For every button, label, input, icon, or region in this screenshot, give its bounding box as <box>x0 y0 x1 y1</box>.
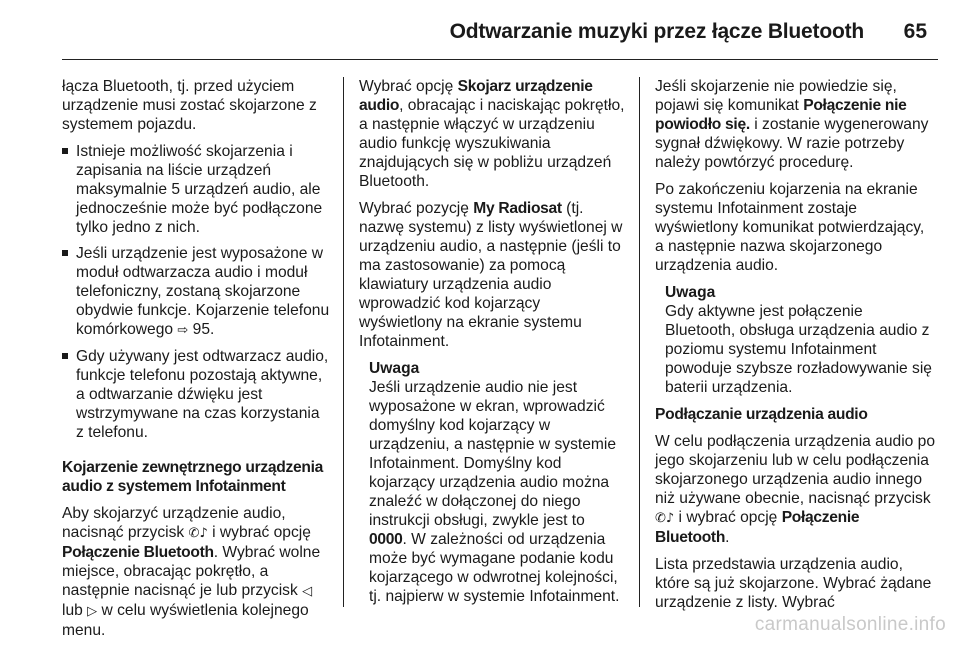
body-paragraph: Po zakończeniu kojarzenia na ekranie systemu Infotainment zostaje wyświetlony komunikat potwierdzający, a następnie nazwa skojarzonego urządzenia audio. <box>655 181 925 274</box>
body-paragraph: Aby skojarzyć urządzenie audio, nacisnąć przycisk ✆♪ i wybrać opcję Połączenie Bluetooth. Wybrać wolne miejsce, obracając pokrętło, a następnie nacisnąć je lub przycisk ◁ lub ▷ w celu wyświetlenia kolejnego menu. <box>62 505 321 639</box>
right-arrow-button-icon: ▷ <box>87 604 98 619</box>
bullet-square-icon <box>62 353 68 359</box>
note-title: Uwaga <box>369 360 420 377</box>
menu-option-name: Skojarz urządzenie audio <box>359 78 593 114</box>
system-name: My Radiosat <box>473 200 562 217</box>
bluetooth-music-button-icon: ✆♪ <box>655 511 675 526</box>
page-reference-arrow-icon: ⇨ <box>177 323 189 338</box>
page-reference-link[interactable]: 95. <box>192 321 215 338</box>
body-paragraph: Wybrać opcję Skojarz urządzenie audio, obracając i naciskając pokrętło, a następnie włączyć w urządzeniu audio funkcję wyszukiwania znajdujących się w pobliżu urządzeń Bluetooth. <box>359 78 625 190</box>
note-body: Gdy aktywne jest połączenie Bluetooth, obsługa urządzenia audio z poziomu systemu Infotainment powoduje szybsze rozładowywanie się baterii urządzenia. <box>665 303 932 396</box>
intro-paragraph: łącza Bluetooth, tj. przed użyciem urządzenie musi zostać skojarzone z systemem pojazdu. <box>62 78 317 133</box>
menu-option-name: Połączenie Bluetooth <box>655 509 860 546</box>
bullet-text: Jeśli urządzenie jest wyposażone w moduł odtwarzacza audio i moduł telefoniczny, zostaną skojarzone obydwie funkcje. Kojarzenie telefonu komórkowego <box>76 245 330 338</box>
note-box <box>655 283 937 397</box>
bullet-list <box>62 142 330 442</box>
section-heading: Kojarzenie zewnętrznego urządzenia audio z systemem Infotainment <box>62 459 324 495</box>
menu-option-name: Połączenie Bluetooth <box>62 544 214 561</box>
header-rule <box>62 59 938 60</box>
list-item <box>62 244 330 340</box>
section-heading: Podłączanie urządzenia audio <box>655 406 868 423</box>
bullet-square-icon <box>62 250 68 256</box>
note-title: Uwaga <box>665 284 716 301</box>
list-item <box>62 142 330 237</box>
bluetooth-music-button-icon: ✆♪ <box>188 526 208 541</box>
bullet-text: Gdy używany jest odtwarzacz audio, funkcje telefonu pozostają aktywne, a odtwarzanie dźwięku jest wstrzymywane na czas korzystania z telefonu. <box>76 348 329 441</box>
default-code: 0000 <box>369 531 403 548</box>
bullet-square-icon <box>62 148 68 154</box>
column-divider-2 <box>639 77 640 607</box>
message-text: Połączenie nie powiodło się. <box>655 97 907 133</box>
list-item <box>62 347 330 442</box>
page-header <box>0 0 960 62</box>
body-paragraph: Lista przedstawia urządzenia audio, które są już skojarzone. Wybrać żądane urządzenie z listy. Wybrać <box>655 556 932 611</box>
body-paragraph: W celu podłączenia urządzenia audio po jego skojarzeniu lub w celu podłączenia skojarzonego urządzenia audio innego niż używane obecnie, nacisnąć przycisk ✆♪ i wybrać opcję Połączenie Bluetooth. <box>655 433 936 546</box>
bullet-text: Istnieje możliwość skojarzenia i zapisania na liście urządzeń maksymalnie 5 urządzeń audio, ale jednocześnie może być podłączone tylko jedno z nich. <box>76 143 323 236</box>
body-paragraph: Jeśli skojarzenie nie powiedzie się, pojawi się komunikat Połączenie nie powiodło się. i zostanie wygenerowany sygnał dźwiękowy. W razie potrzeby należy powtórzyć procedurę. <box>655 78 929 171</box>
watermark-text: carmanualsonline.info <box>754 614 946 635</box>
note-body: Jeśli urządzenie audio nie jest wyposażone w ekran, wprowadzić domyślny kod kojarzący w urządzeniu, a następnie w systemie Infotainment. Domyślny kod kojarzący urządzenia audio można znaleźć w dołączonej do niego instrukcji obsługi, zwykle jest to 0000. W zależności od urządzenia może być wymagane podanie kodu kojarzącego w odwrotnej kolejności, tj. najpierw w systemie Infotainment. <box>369 379 620 605</box>
body-paragraph: Wybrać pozycję My Radiosat (tj. nazwę systemu) z listy wyświetlonej w urządzeniu audio, a następnie (jeśli to ma zastosowanie) za pomocą klawiatury urządzenia audio wprowadzić kod kojarzący wyświetlony na ekranie systemu Infotainment. <box>359 200 623 350</box>
note-box <box>359 359 625 606</box>
left-arrow-button-icon: ◁ <box>302 584 313 599</box>
column-2 <box>359 77 625 614</box>
column-divider-1 <box>343 77 344 607</box>
column-3 <box>655 77 937 620</box>
page-number: 65 <box>903 20 927 43</box>
column-1 <box>62 77 330 648</box>
page-title: Odtwarzanie muzyki przez łącze Bluetooth <box>449 20 864 43</box>
